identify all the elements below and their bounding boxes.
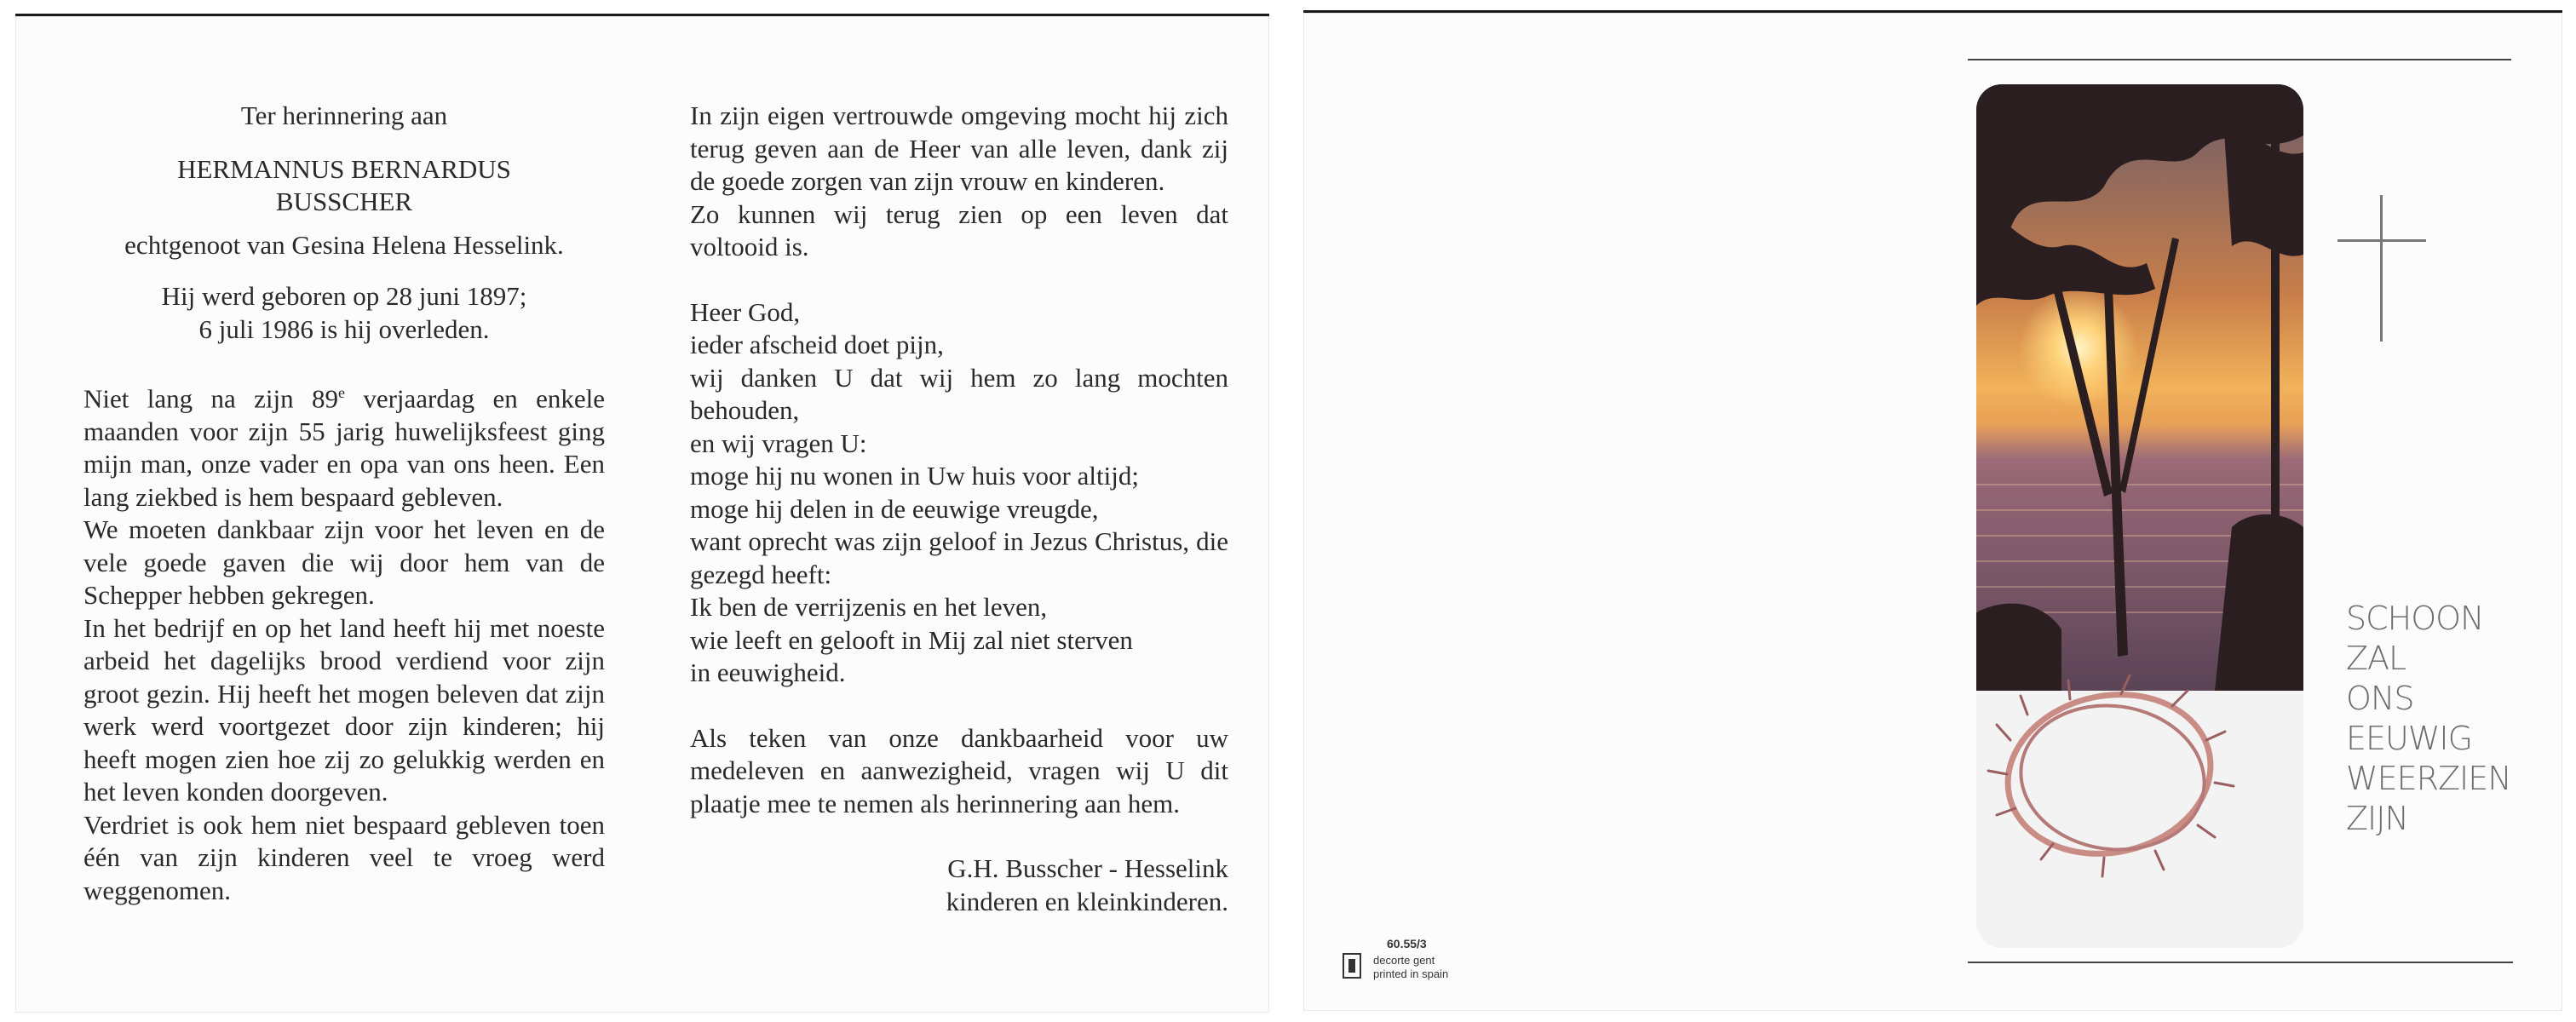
top-rule (1968, 59, 2511, 60)
birth-line: Hij werd geboren op 28 juni 1897; (161, 281, 527, 311)
paragraph-7: Als teken van onze dankbaarheid voor uw medeleven en aanwezigheid, vragen wij U dit plaatje mee te nemen als herinnering aan hem. (690, 722, 1228, 818)
right-text-column (690, 100, 1228, 918)
prayer-line: moge hij delen in de eeuwige vreugde, (690, 493, 1099, 524)
paragraph-4: Verdriet is ook hem niet bespaard gebleven toen één van zijn kinderen veel te vroeg werd weggenomen. (83, 809, 605, 905)
prayer-line: moge hij nu wonen in Uw huis voor altijd; (690, 461, 1139, 491)
paragraph-1-start: Niet lang na zijn 89 (83, 383, 338, 414)
motto-text (2346, 599, 2511, 839)
deceased-name-line1: HERMANNUS BERNARDUS (177, 153, 511, 184)
intro-line: Ter herinnering aan (240, 100, 448, 130)
lower-panel (1976, 691, 2303, 948)
left-text-column (83, 100, 605, 907)
paragraph-6: Zo kunnen wij terug zien op een leven dat voltooid is. (690, 198, 1228, 261)
prayer-line: Heer God, (690, 296, 801, 327)
prayer-line: en wij vragen U: (690, 428, 867, 458)
paragraph-1-rest: verjaardag en enkele maanden voor zijn 55 jarig huwelijksfeest ging mijn man, onze vader en opa van ons heen. Een lang ziekbed is hem bespaard gebleven. (83, 383, 605, 512)
paragraph-5: In zijn eigen vertrouwde omgeving mocht hij zich terug geven aan de Heer van alle leven, dank zij de goede zorgen van zijn vrouw en kinderen. (690, 100, 1228, 196)
bottom-rule (1968, 962, 2513, 963)
motto-line: ZAL (2346, 640, 2406, 677)
paragraph-3: In het bedrijf en op het land heeft hij met noeste arbeid het dagelijks brood verdiend voor zijn groot gezin. Hij heeft het mogen beleven dat zijn werk werd voortgezet door zijn kinderen; hij heeft mogen zien hoe zij zo gelukkig werden en het leven konden doorgeven. (83, 612, 605, 807)
memorial-card-inside (15, 14, 1269, 1013)
sunset-pine-photo-art (1976, 84, 2303, 948)
paragraph-2: We moeten dankbaar zijn voor het leven en de vele goede gaven die wij door hem van de Schepper hebben gekregen. (83, 514, 605, 611)
printer-code: 60.55/3 (1387, 937, 1427, 950)
prayer-line: in eeuwigheid. (690, 657, 846, 687)
motto-line: ONS (2346, 680, 2414, 717)
motto-line: WEERZIEN (2346, 760, 2511, 797)
prayer-line: wie leeft en gelooft in Mij zal niet sterven (690, 624, 1133, 655)
paragraph-1 (83, 376, 605, 514)
signature-line1: G.H. Busscher - Hesselink (947, 853, 1228, 883)
printer-origin: printed in spain (1373, 967, 1449, 980)
memorial-card-cover (1303, 10, 2562, 1011)
printer-name: decorte gent (1373, 954, 1435, 967)
spouse-line: echtgenoot van Gesina Helena Hesselink. (124, 229, 564, 260)
motto-line: ZIJN (2346, 800, 2408, 837)
deceased-name-line2: BUSSCHER (275, 187, 413, 216)
motto-line: EEUWIG (2346, 720, 2473, 757)
prayer (690, 296, 1228, 690)
signature-line2: kinderen en kleinkinderen. (946, 886, 1228, 916)
death-line: 6 juli 1986 is hij overleden. (198, 313, 490, 344)
ordinal-superscript: e (337, 384, 345, 401)
cross-icon (2380, 195, 2383, 342)
motto-line: SCHOON (2346, 600, 2484, 637)
cross-icon-bar (2337, 239, 2426, 242)
prayer-line: ieder afscheid doet pijn, (690, 330, 944, 359)
prayer-line: wij danken U dat wij hem zo lang mochten behouden, (690, 362, 1228, 425)
printer-logo-icon (1343, 953, 1361, 979)
prayer-line: Ik ben de verrijzenis en het leven, (690, 592, 1048, 622)
sunset-pine-photo (1976, 84, 2303, 948)
prayer-line: want oprecht was zijn geloof in Jezus Christus, die gezegd heeft: (690, 526, 1228, 589)
